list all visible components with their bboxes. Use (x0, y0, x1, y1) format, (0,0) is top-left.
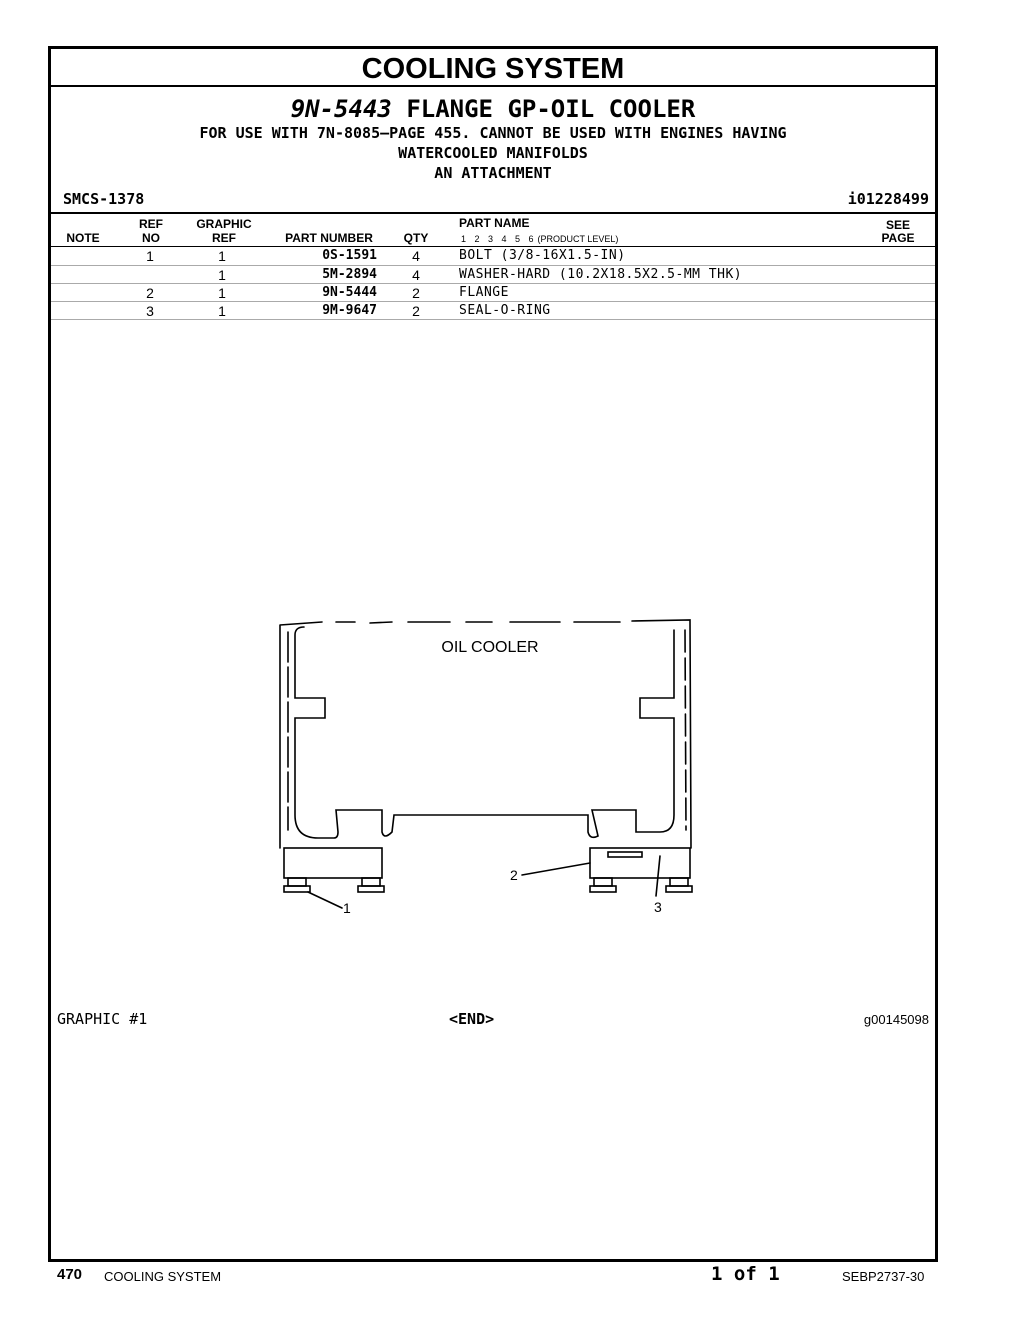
left-flange (284, 848, 382, 878)
oil-cooler-illustration (270, 610, 710, 920)
leader-2 (522, 863, 590, 875)
smcs-code: SMCS-1378 (63, 190, 145, 208)
footer-section: COOLING SYSTEM (104, 1269, 222, 1284)
bolt-head (288, 878, 306, 886)
row-part-number: 9N-5444 (322, 285, 377, 300)
callout-1: 1 (343, 900, 351, 916)
header-product-level: (PRODUCT LEVEL) (537, 234, 619, 244)
row-ref-no: 3 (146, 303, 154, 319)
leader-1 (308, 892, 342, 908)
header-graphic-ref-2: REF (212, 231, 236, 245)
header-part-number: PART NUMBER (285, 231, 373, 245)
header-ref-no-2: NO (142, 231, 160, 245)
row-part-name: SEAL-O-RING (459, 303, 551, 318)
header-levels (461, 234, 618, 244)
bolt-head (362, 878, 380, 886)
cooler-label: OIL COOLER (441, 639, 539, 656)
row-graphic-ref: 1 (218, 267, 226, 283)
row-graphic-ref: 1 (218, 285, 226, 301)
row-part-number: 0S-1591 (322, 248, 377, 263)
row-qty: 4 (412, 248, 420, 264)
row-qty: 2 (412, 303, 420, 319)
row-part-number: 5M-2894 (322, 267, 377, 282)
row-qty: 4 (412, 267, 420, 283)
row-ref-no: 2 (146, 285, 154, 301)
bolt-head (594, 878, 612, 886)
row-graphic-ref: 1 (218, 248, 226, 264)
graphic-id: g00145098 (863, 1012, 929, 1027)
row-ref-no: 1 (146, 248, 154, 264)
illustration-id: i01228499 (847, 190, 929, 208)
table-top-rule (51, 212, 935, 214)
header-part-name: PART NAME (459, 216, 530, 230)
header-see-page-2: PAGE (881, 231, 915, 245)
footer-page-number: 470 (57, 1266, 83, 1283)
header-qty: QTY (403, 231, 429, 245)
row-part-name: WASHER-HARD (10.2X18.5X2.5-MM THK) (459, 267, 743, 282)
row-qty: 2 (412, 285, 420, 301)
end-marker: <END> (449, 1010, 495, 1028)
group-note-3: AN ATTACHMENT (434, 164, 552, 182)
callout-2: 2 (510, 867, 518, 883)
header-level-numbers: 1 2 3 4 5 6 (461, 234, 534, 244)
header-graphic-ref-1: GRAPHIC (196, 217, 252, 231)
callout-3: 3 (654, 899, 662, 915)
row-part-name: FLANGE (459, 285, 509, 300)
row-divider (51, 319, 935, 320)
group-name: FLANGE GP-OIL COOLER (406, 95, 696, 123)
header-see-page-1: SEE (885, 218, 910, 232)
group-heading (51, 95, 935, 123)
cooler-inner-contour (295, 627, 674, 838)
group-note-1: FOR USE WITH 7N-8085—PAGE 455. CANNOT BE USED WITH ENGINES HAVING (199, 124, 787, 142)
row-graphic-ref: 1 (218, 303, 226, 319)
row-part-number: 9M-9647 (322, 303, 377, 318)
header-note: NOTE (66, 231, 100, 245)
graphic-caption: GRAPHIC #1 (57, 1010, 148, 1028)
group-note-2: WATERCOOLED MANIFOLDS (398, 144, 588, 162)
leader-3 (656, 856, 660, 896)
footer-doc-id: SEBP2737-30 (842, 1269, 925, 1284)
header-ref-no-1: REF (139, 217, 163, 231)
footer-page-of: 1 of 1 (711, 1263, 780, 1285)
page-title: COOLING SYSTEM (51, 49, 935, 87)
bolt-head (670, 878, 688, 886)
group-part-number: 9N-5443 (290, 95, 392, 123)
row-part-name: BOLT (3/8-16X1.5-IN) (459, 248, 626, 263)
